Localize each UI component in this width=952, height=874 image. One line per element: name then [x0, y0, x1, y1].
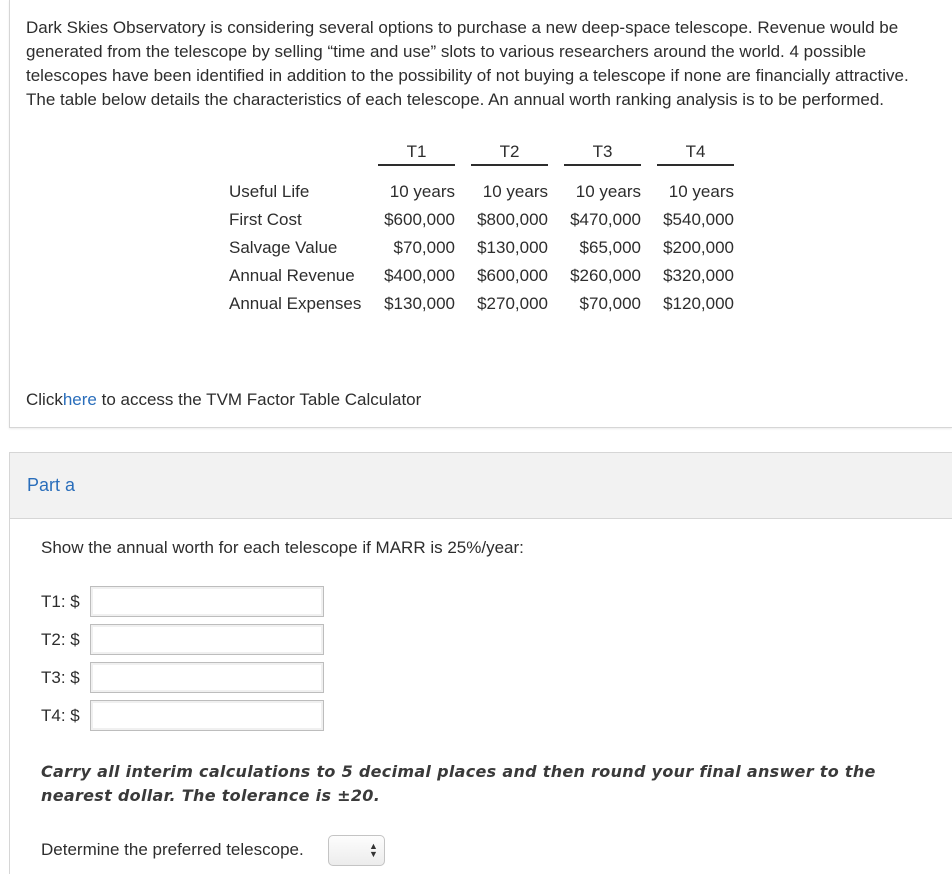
click-prefix: Click: [26, 390, 63, 409]
table-header-t4: T4: [657, 142, 734, 166]
answer-input-t3[interactable]: [90, 662, 324, 693]
part-a-header[interactable]: [9, 452, 952, 519]
updown-arrows-icon: ▲ ▼: [369, 841, 378, 859]
table-cell: $600,000: [384, 210, 455, 229]
part-a-body: [9, 518, 952, 874]
tvm-calculator-link[interactable]: here: [62, 390, 97, 409]
answer-input-t4[interactable]: [90, 700, 324, 731]
preferred-telescope-select[interactable]: [328, 835, 385, 866]
table-cell: $130,000: [384, 294, 455, 313]
problem-statement: Dark Skies Observatory is considering several options to purchase a new deep-space telescope. Revenue would be generated from the telescope by selling “time and use” slots to various researchers around the world. 4 possible telescopes have been identified in addition to the possibility of not buying a telescope if none are financially attractive. The table below details the characteristics of each telescope. An annual worth ranking analysis is to be performed.: [26, 18, 909, 109]
table-cell: $600,000: [477, 266, 548, 285]
table-cell: $120,000: [663, 294, 734, 313]
table-cell: $320,000: [663, 266, 734, 285]
row-label-annual-revenue: Annual Revenue: [229, 266, 355, 285]
preferred-telescope-label: Determine the preferred telescope.: [41, 840, 304, 859]
row-label-first-cost: First Cost: [229, 210, 302, 229]
answer-label-t4: T4: $: [41, 706, 80, 725]
calculator-access-line: [26, 390, 421, 410]
table-cell: $260,000: [570, 266, 641, 285]
table-cell: $400,000: [384, 266, 455, 285]
row-label-useful-life: Useful Life: [229, 182, 310, 201]
table-header-t2: T2: [471, 142, 548, 166]
table-cell: 10 years: [668, 182, 734, 201]
answer-label-t1: T1: $: [41, 592, 80, 611]
answer-input-t2[interactable]: [90, 624, 324, 655]
table-cell: 10 years: [482, 182, 548, 201]
table-header-t1: T1: [378, 142, 455, 166]
answer-label-t2: T2: $: [41, 630, 80, 649]
table-header-t3: T3: [564, 142, 641, 166]
table-cell: $65,000: [579, 238, 641, 257]
table-cell: $70,000: [579, 294, 641, 313]
table-cell: $470,000: [570, 210, 641, 229]
part-title: Part a: [27, 475, 76, 495]
answer-label-t3: T3: $: [41, 668, 80, 687]
table-cell: $800,000: [477, 210, 548, 229]
table-cell: $540,000: [663, 210, 734, 229]
question-prompt: Show the annual worth for each telescope if MARR is 25%/year:: [41, 538, 524, 557]
table-cell: 10 years: [389, 182, 455, 201]
table-cell: $70,000: [393, 238, 455, 257]
table-cell: $130,000: [477, 238, 548, 257]
click-suffix: to access the TVM Factor Table Calculator: [96, 390, 422, 409]
answer-input-t1[interactable]: [90, 586, 324, 617]
table-cell: 10 years: [575, 182, 641, 201]
row-label-salvage-value: Salvage Value: [229, 238, 338, 257]
table-cell: $270,000: [477, 294, 548, 313]
table-cell: $200,000: [663, 238, 734, 257]
row-label-annual-expenses: Annual Expenses: [229, 294, 362, 313]
rounding-instructions: Carry all interim calculations to 5 decimal places and then round your final answer to the nearest dollar. The tolerance is ±20.: [41, 762, 876, 805]
